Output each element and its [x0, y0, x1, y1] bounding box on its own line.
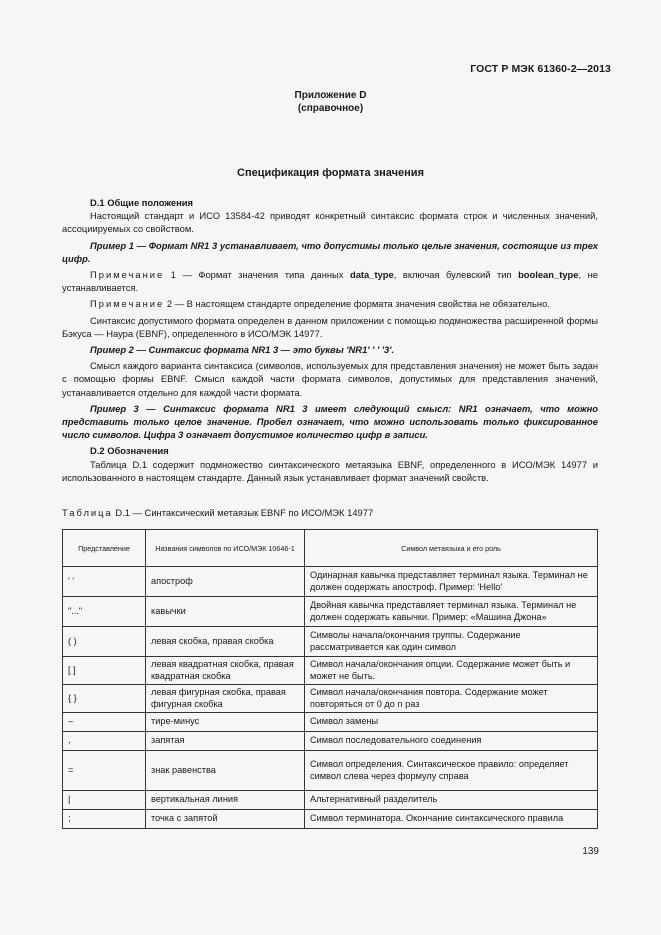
note-term: boolean_type: [518, 269, 579, 281]
note-text: 1 — Формат значения типа данных: [164, 269, 350, 281]
note-term: data_type: [349, 269, 394, 281]
table-row: [63, 791, 598, 810]
note-label: Примечание: [90, 269, 165, 281]
heading-d1: D.1 Общие положения: [90, 197, 193, 208]
table-cell: ,: [63, 732, 146, 751]
table-row: [63, 685, 598, 713]
table-header-row: [63, 530, 598, 567]
table-cell: знак равенства: [146, 751, 305, 791]
table-cell: тире-минус: [146, 713, 305, 732]
table-row: [63, 627, 598, 657]
table-cell: кавычки: [146, 597, 305, 627]
table-cell: =: [63, 751, 146, 791]
paragraph: Смысл каждого варианта синтаксиса (символов, используемых для представления значения) не может быть задан с помощью формы EBNF. Смысл каждой части формата символов, допустимых для представления значений, устанавливается отдельно для каждой части формата.: [62, 360, 598, 398]
table-cell: левая квадратная скобка, правая квадратная скобка: [146, 657, 305, 685]
table-cell: Символ замены: [305, 713, 598, 732]
paragraph: Настоящий стандарт и ИСО 13584-42 приводят конкретный синтаксис формата строк и численных значений, ассоциируемых со свойством.: [62, 210, 598, 235]
table-cell: левая скобка, правая скобка: [146, 627, 305, 657]
paragraph: Таблица D.1 содержит подмножество синтаксического метаязыка EBNF, определенного в ИСО/МЭК 14977 и использованного в настоящем стандарте. Данный язык устанавливает формат значений свойств.: [62, 458, 598, 483]
table-cell: –: [63, 713, 146, 732]
body-text: [62, 196, 598, 484]
note-1: [62, 268, 598, 294]
table-caption: [62, 507, 373, 518]
table-cell: Символ определения. Синтаксическое правило: определяет символ слева через формулу справа: [305, 751, 598, 791]
table-cell: Символ начала/окончания повтора. Содержание может повторяться от 0 до n раз: [305, 685, 598, 713]
table-cell: { }: [63, 685, 146, 713]
table-row: [63, 732, 598, 751]
table-cell: ;: [63, 810, 146, 829]
table-cell: ( ): [63, 627, 146, 657]
table-cell: "...": [63, 597, 146, 627]
section-title: Спецификация формата значения: [237, 167, 424, 179]
note-text: 2 — В настоящем стандарте определение формата значения свойства не обязательно.: [164, 298, 550, 310]
table-row: [63, 713, 598, 732]
note-text: , не устанавливается.: [62, 269, 598, 294]
table-cell: Символ терминатора. Окончание синтаксического правила: [305, 810, 598, 829]
table-cell: [ ]: [63, 657, 146, 685]
note-label: Примечание: [90, 298, 165, 310]
ebnf-table: [62, 529, 598, 829]
table-row: [63, 567, 598, 597]
table-cell: Символы начала/окончания группы. Содержание рассматривается как один символ: [305, 627, 598, 657]
column-header: Символ метаязыка и его роль: [305, 530, 598, 567]
heading-d2: D.2 Обозначения: [90, 445, 169, 457]
table-cell: ' ': [63, 567, 146, 597]
table-row: [63, 810, 598, 829]
standard-header: ГОСТ Р МЭК 61360-2—2013: [470, 63, 611, 75]
table-row: [63, 597, 598, 627]
caption-text: D.1 — Синтаксический метаязык EBNF по ИСО/МЭК 14977: [112, 507, 374, 518]
example-1: Пример 1 — Формат NR1 3 устанавливает, что допустимы только целые значения, состоящие из трех цифр.: [62, 239, 598, 264]
caption-label: Таблица: [62, 507, 113, 518]
table-cell: Символ последовательного соединения: [305, 732, 598, 751]
table-row: [63, 751, 598, 791]
table-cell: Альтернативный разделитель: [305, 791, 598, 810]
paragraph: Синтаксис допустимого формата определен в данном приложении с помощью подмножества расширенной формы Бэкуса — Наура (EBNF), определенного в ИСО/МЭК 14977.: [62, 314, 598, 339]
table-cell: вертикальная линия: [146, 791, 305, 810]
appendix-title: Приложение D: [294, 90, 367, 101]
page-number: 139: [582, 846, 599, 857]
table-cell: Двойная кавычка представляет терминал языка. Терминал не должен содержать кавычки. Пример: «Машина Джона»: [305, 597, 598, 627]
table-cell: точка с запятой: [146, 810, 305, 829]
example-3: Пример 3 — Синтаксис формата NR1 3 имеет следующий смысл: NR1 означает, что можно представить только целое значение. Пробел означает, что можно использовать только фиксированное число символов. Цифра 3 означает допустимое количество цифр в записи.: [62, 402, 598, 441]
table-cell: |: [63, 791, 146, 810]
table-cell: запятая: [146, 732, 305, 751]
column-header: Названия символов по ИСО/МЭК 10646-1: [146, 530, 305, 567]
table-cell: апостроф: [146, 567, 305, 597]
appendix-subtitle: (справочное): [297, 103, 364, 114]
table-row: [63, 657, 598, 685]
table-cell: Символ начала/окончания опции. Содержание может быть и может не быть.: [305, 657, 598, 685]
example-2: Пример 2 — Синтаксис формата NR1 3 — это буквы 'NR1' ' ' '3'.: [90, 344, 395, 356]
table-cell: Одинарная кавычка представляет терминал языка. Терминал не должен содержать апостроф. Пример: 'Hello': [305, 567, 598, 597]
column-header: Представление: [63, 530, 146, 567]
note-text: , включая булевский тип: [393, 269, 519, 281]
table-cell: левая фигурная скобка, правая фигурная скобка: [146, 685, 305, 713]
note-2: [62, 297, 598, 310]
